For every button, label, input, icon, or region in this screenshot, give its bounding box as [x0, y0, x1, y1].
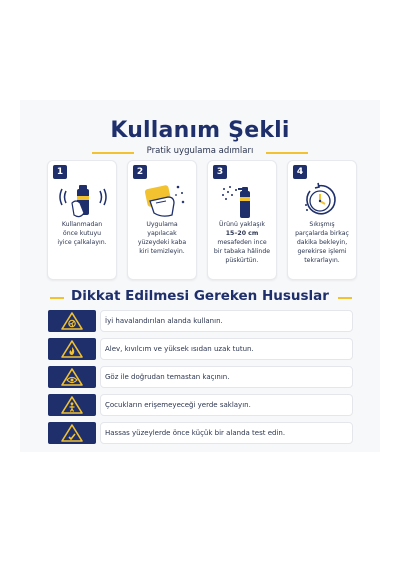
step-number: 2	[133, 165, 147, 179]
step-number: 1	[53, 165, 67, 179]
step-text-part: mesafeden ince bir tabaka hâlinde püskürtün.	[213, 238, 271, 264]
warning-icon-box	[48, 366, 96, 388]
subtitle-divider-right	[266, 152, 308, 154]
step-text	[210, 221, 274, 266]
wipe-surface-icon	[138, 181, 188, 221]
section-title: Dikkat Edilmesi Gereken Hususlar	[71, 288, 329, 304]
warning-text: Çocukların erişemeyeceği yerde saklayın.	[105, 401, 251, 409]
warning-item	[48, 394, 353, 416]
step-card-2	[127, 160, 197, 280]
step-text: Kullanmadan önce kutuyu iyice çalkalayın.	[57, 221, 107, 246]
step-card-3	[207, 160, 277, 280]
warning-icon-box	[48, 310, 96, 332]
clock-wait-icon	[298, 181, 348, 221]
warning-item	[48, 366, 353, 388]
page-title: Kullanım Şekli	[110, 118, 290, 143]
warning-icon-box	[48, 394, 96, 416]
step-number: 3	[213, 165, 227, 179]
warning-text: İyi havalandırılan alanda kullanın.	[105, 317, 223, 325]
warning-text-box	[100, 310, 353, 332]
section-divider-right	[338, 297, 352, 299]
warning-text-box	[100, 394, 353, 416]
step-card-4	[287, 160, 357, 280]
step-text: Sıkışmış parçalarda birkaç dakika bekleyin, gerekirse işlemi tekrarlayın.	[295, 221, 349, 264]
child-warning-icon	[61, 396, 83, 414]
fire-warning-icon	[61, 340, 83, 358]
test-surface-warning-icon	[61, 424, 83, 442]
warning-item	[48, 338, 353, 360]
warning-text: Göz ile doğrudan temastan kaçının.	[105, 373, 230, 381]
page-subtitle: Pratik uygulama adımları	[146, 146, 254, 156]
eye-warning-icon	[61, 368, 83, 386]
subtitle-row	[0, 146, 400, 160]
warning-text-box	[100, 338, 353, 360]
step-text-part: Ürünü yaklaşık	[219, 221, 265, 228]
ventilation-warning-icon	[61, 312, 83, 330]
step-text: Uygulama yapılacak yüzeydeki kaba kiri temizleyin.	[137, 221, 187, 255]
step-text-distance: 15–20 cm	[225, 229, 259, 237]
step-card-1	[47, 160, 117, 280]
warning-icon-box	[48, 422, 96, 444]
warning-item	[48, 310, 353, 332]
warning-text: Alev, kıvılcım ve yüksek ısıdan uzak tutun.	[105, 345, 254, 353]
warning-text: Hassas yüzeylerde önce küçük bir alanda test edin.	[105, 429, 286, 437]
warning-item	[48, 422, 353, 444]
spray-can-spraying-icon	[218, 181, 268, 221]
steps-list	[47, 160, 357, 280]
warning-text-box	[100, 366, 353, 388]
warning-icon-box	[48, 338, 96, 360]
step-number: 4	[293, 165, 307, 179]
spray-can-shake-icon	[58, 181, 108, 221]
warning-text-box	[100, 422, 353, 444]
